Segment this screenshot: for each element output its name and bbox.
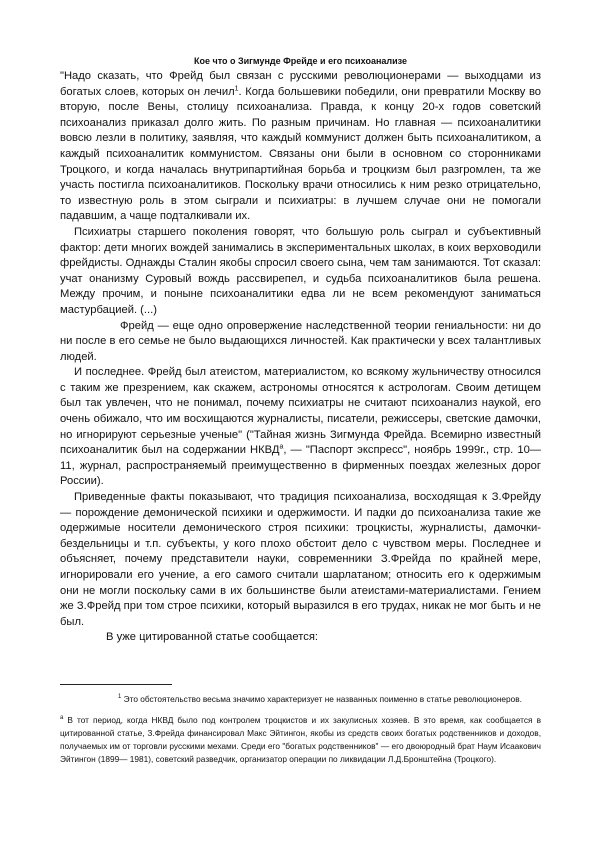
footnote-2-text: В тот период, когда НКВД было под контролем троцкистов и их закулисных хозяев. В это время, как сообщается в цитированной статье, З.Фрейда финансировал Макс Эйтингон, якобы из средств своих богатых родственников и доходов, получаемых им от торговли русскими мехами. Среди его "богатых родственников" — его двоюродный брат Наум Исаакович Эйтингон (1899— 1981), советский разведчик, организатор операции по ликвидации Л.Д.Бронштейна (Троцкого). [60, 714, 541, 764]
document-body [60, 56, 541, 646]
paragraph-4 [60, 365, 541, 490]
paragraph-1-part-b: . Когда большевики победили, они превратили Москву во вторую, после Вены, столицу психоанализа. Правда, к концу 20-х годов советский психоанализ приказал долго жить. По разным причинам. Но главная — психоаналитики вовсю лезли в политику, заявляя, что каждый коммунист должен быть психоаналитиком, а каждый психоаналитик коммунистом. Связаны они были в основном со сторонниками Троцкого, и когда началась внутрипартийная борьба и троцкизм был разгромлен, та же участь постигла психоаналитиков. Поскольку врачи относились к ним резко отрицательно, то известную роль в этом сыграли и психиатры: в лучшем случае они не помогали падавшим, а чаще подталкивали их. [60, 85, 541, 223]
footnote-ref-a: a [279, 443, 284, 451]
paragraph-6: В уже цитированной статье сообщается: [106, 631, 319, 644]
footnote-2-mark: a [60, 714, 64, 721]
paragraph-4-part-a: И последнее. Фрейд был атеистом, материалистом, ко всякому жульничеству относился с таким же презрением, как скажем, астрономы относятся к астрологам. Своим детищем был так увлечен, что не понимал, почему психиатры не считают психоанализ наукой, его очень обижало, что им восхищаются журналисты, писатели, режиссеры, светские дамочки, но игнорируют серьезные ученые" ("Тайная жизнь Зигмунда Фрейда. Всемирно известный психоаналитик был на содержании НКВД [60, 366, 541, 457]
footnote-ref-1: 1 [234, 84, 239, 92]
document-title: Кое что о Зигмунде Фрейде и его психоанализе [193, 56, 408, 66]
footnote-2 [60, 712, 541, 766]
paragraph-1 [60, 69, 541, 225]
paragraph-5: Приведенные факты показывают, что традиция психоанализа, восходящая к З.Фрейду — порождение демонической психики и одержимости. И падки до психоанализа такие же одержимые носители демонического строя психики: троцкисты, журналисты, дамочки-бездельницы и т.п. субъекты, у кого плохо обстоит дело с чувством меры. Последнее и объясняет, почему представители науки, современники З.Фрейда по крайней мере, игнорировали его учение, а его самого считали шарлатаном; относить его к одержимым они не могли поскольку сами в их большинстве были атеистами-материалистами. Гением же З.Фрейд при том строе психики, который выразился в его трудах, никак не мог быть и не был. [60, 491, 541, 628]
footnote-1 [60, 691, 541, 706]
paragraph-1-part-a: "Надо сказать, что Фрейд был связан с русскими революционерами — выходцами из богатых слоев, которых он лечил [60, 70, 541, 98]
paragraph-3: Фрейд — еще одно опровержение наследственной теории гениальности: ни до ни после в его семье не было выдающихся личностей. Как практически у всех талантливых людей. [60, 319, 541, 363]
footnote-1-text: Это обстоятельство весьма значимо характеризует не названных поименно в статье революционеров. [121, 693, 522, 704]
footnote-divider [60, 684, 172, 685]
paragraph-2: Психиатры старшего поколения говорят, что большую роль сыграл и субъективный фактор: дети многих вождей занимались в экспериментальных школах, в коих верховодили фрейдисты. Однажды Сталин якобы спросил своего сына, чем там занимаются. Тот сказал: учат онанизму Суровый вождь рассвирепел, и судьба психоаналитиков была решена. Между прочим, и поныне психоаналитики едва ли не всем рекомендуют заниматься мастурбацией. (...) [60, 225, 541, 316]
paragraph-4-part-b: , — "Паспорт экспресс", ноябрь 1999г., стр. 10— 11, журнал, распространяемый преимущественно в фирменных поездах железных дорог России). [60, 444, 541, 488]
footnote-1-mark: 1 [118, 694, 122, 700]
footnotes [60, 684, 541, 766]
